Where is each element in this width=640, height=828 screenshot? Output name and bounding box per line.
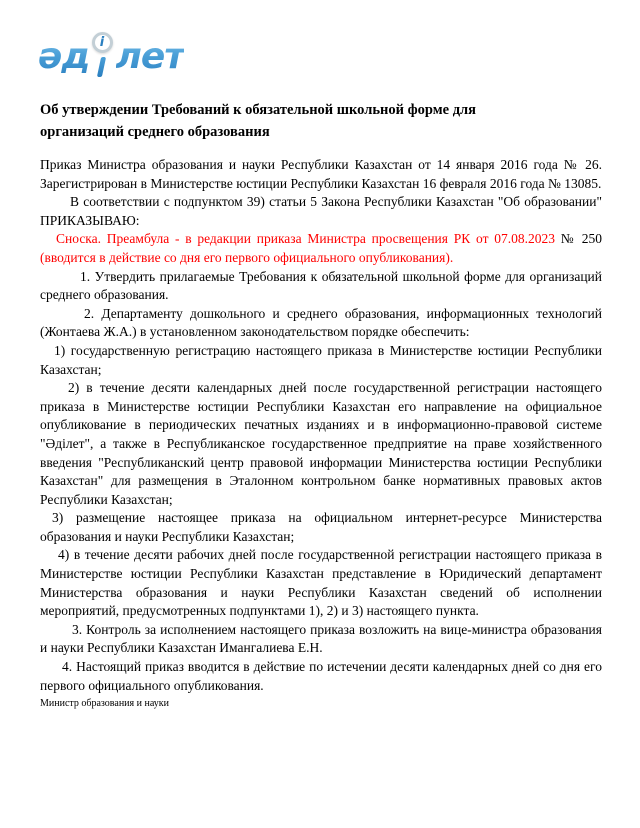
paragraph-subpoint-2: 2) в течение десяти календарных дней после государственной регистрации настоящего приказа в Министерстве юстиции Республики Казахстан его направление на официальное опубликование в периодических печатных изданиях и в информационно-правовой системе "Әділет", а также в Республиканское государственное предприятие на праве хозяйственного введения "Республиканский центр правовой информации Министерства юстиции Республики Казахстан" для размещения в Эталонном контрольном банке нормативных правовых актов Республики Казахстан; (40, 380, 602, 507)
paragraph-subpoint-1: 1) государственную регистрацию настоящего приказа в Министерстве юстиции Республики Казахстан; (40, 342, 602, 377)
paragraph-point-4: 4. Настоящий приказ вводится в действие по истечении десяти календарных дней со дня его первого официального опубликования. (40, 659, 602, 693)
logo-text-right: лет (116, 34, 185, 80)
paragraph-subpoint-4: 4) в течение десяти рабочих дней после государственной регистрации настоящего приказа в Министерстве юстиции Республики Казахстан представление в Юридический департамент Министерства образования и науки Республики Казахстан сведений об исполнении мероприятий, предусмотренных подпунктами 1), 2) и 3) настоящего пункта. (40, 547, 602, 619)
paragraph-point-1: 1. Утвердить прилагаемые Требования к обязательной школьной форме для организаций среднего образования. (40, 268, 602, 303)
logo-text-left: әд (38, 34, 90, 80)
magnifier-letter: i (99, 35, 105, 50)
magnifier-lens (92, 32, 113, 53)
footnote-black-text: № 250 (560, 231, 602, 247)
paragraph-order-info: Приказ Министра образования и науки Республики Казахстан от 14 января 2016 года № 26. Зарегистрирован в Министерстве юстиции Республики Казахстан 16 февраля 2016 года № 13085. (40, 157, 602, 191)
paragraph-footnote (40, 230, 602, 267)
document-body (40, 156, 602, 695)
paragraph-preamble: В соответствии с подпунктом 39) статьи 5 Закона Республики Казахстан "Об образовании" ПРИКАЗЫВАЮ: (40, 194, 602, 228)
paragraph-point-3: 3. Контроль за исполнением настоящего приказа возложить на вице-министра образования и науки Республики Казахстан Имангалиева Е.Н. (40, 621, 602, 656)
signature-line: Министр образования и науки (40, 698, 169, 710)
adilet-logo[interactable] (38, 34, 602, 86)
footnote-red-text-1: Сноска. Преамбула - в редакции приказа Министра просвещения РК от 07.08.2023 (56, 231, 561, 247)
paragraph-subpoint-3: 3) размещение настоящее приказа на официальном интернет-ресурсе Министерства образования и науки Республики Казахстан; (40, 510, 602, 544)
footnote-red-text-2: (вводится в действие со дня его первого официального опубликования). (40, 249, 454, 265)
magnifier-handle (96, 57, 105, 77)
paragraph-point-2: 2. Департаменту дошкольного и среднего образования, информационных технологий (Жонтаева Ж.А.) в установленном законодательством порядке обеспечить: (40, 305, 602, 340)
magnifier-icon (90, 34, 116, 80)
document-title: Об утверждении Требований к обязательной школьной форме для организаций среднего образования (40, 102, 477, 140)
